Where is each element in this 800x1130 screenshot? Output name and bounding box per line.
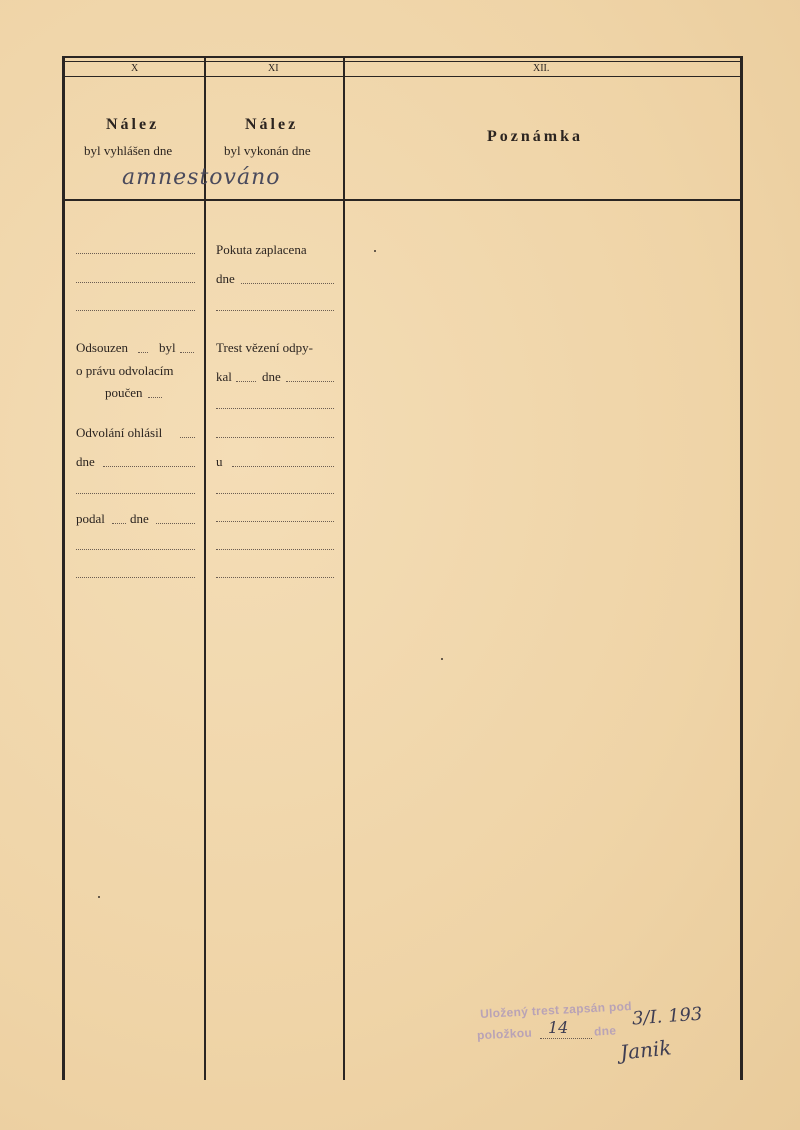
paper-speck — [98, 896, 100, 898]
stamp-line-1: Uložený trest zapsán pod — [479, 999, 633, 1021]
xi-dne1-label: dne — [216, 271, 235, 286]
x-podal-label: podal — [76, 511, 105, 526]
handwritten-amnestovano: amnestováno — [122, 165, 281, 190]
frame-left — [62, 56, 65, 1080]
xi-u-label: u — [216, 454, 223, 469]
x-blank-line-6 — [76, 577, 195, 578]
col-divider-2 — [343, 56, 345, 1080]
x-dne2-blank — [156, 523, 195, 524]
x-byl-label: byl — [159, 340, 176, 355]
col-xi-number: XI — [268, 63, 279, 74]
x-odvolani-blank — [180, 437, 195, 438]
xi-blank-line-4 — [216, 493, 334, 494]
col-divider-1 — [204, 56, 206, 1080]
xi-dne1-blank — [241, 283, 334, 284]
paper-speck — [441, 658, 443, 660]
xi-dne2-label: dne — [262, 369, 281, 384]
x-odsouzen-label: Odsouzen — [76, 340, 128, 355]
xi-blank-line-5 — [216, 521, 334, 522]
x-poucen-blank — [148, 397, 162, 398]
xi-blank-line-6 — [216, 549, 334, 550]
xi-pokuta-label: Pokuta zaplacena — [216, 242, 307, 257]
x-podal-blank — [112, 523, 126, 524]
x-blank-line-3 — [76, 310, 195, 311]
stamp-signature: Janik — [618, 1035, 673, 1065]
stamp-date-value: 3/I. 193 — [631, 1003, 704, 1030]
xi-trest-label: Trest vězení odpy- — [216, 340, 314, 355]
xi-blank-line-3 — [216, 437, 334, 438]
xi-dne2-blank — [286, 381, 334, 382]
x-odsouzen-blank — [138, 352, 148, 353]
frame-top-inner — [62, 61, 742, 62]
col-xi-subtitle: byl vykonán dne — [224, 143, 311, 158]
col-x-title: Nález — [106, 116, 160, 133]
xi-kal-blank — [236, 381, 256, 382]
stamp-polozka-value: 14 — [548, 1018, 569, 1037]
stamp-dne-label: dne — [593, 1023, 617, 1039]
xi-blank-line-2 — [216, 408, 334, 409]
xi-blank-line-1 — [216, 310, 334, 311]
x-dne1-blank — [103, 466, 195, 467]
x-blank-line-2 — [76, 282, 195, 283]
col-x-number: X — [131, 63, 139, 74]
col-x-subtitle: byl vyhlášen dne — [84, 143, 173, 158]
header-bottom-divider — [62, 199, 742, 201]
x-blank-line-4 — [76, 493, 195, 494]
col-xii-number: XII. — [533, 63, 550, 74]
x-o-pravu-label: o právu odvolacím — [76, 363, 174, 378]
x-odvolani-label: Odvolání ohlásil — [76, 425, 163, 440]
col-xii-title: Poznámka — [487, 128, 583, 145]
stamp-prefix: položkou — [476, 1025, 533, 1043]
col-xi-title: Nález — [245, 116, 299, 133]
header-number-divider — [62, 76, 742, 77]
xi-kal-label: kal — [216, 369, 232, 384]
x-dne1-label: dne — [76, 454, 95, 469]
frame-right — [740, 56, 743, 1080]
xi-blank-line-7 — [216, 577, 334, 578]
x-poucen-label: poučen — [105, 385, 143, 400]
paper-speck — [374, 250, 376, 252]
x-blank-line-1 — [76, 253, 195, 254]
xi-u-blank — [232, 466, 334, 467]
frame-top — [62, 56, 742, 58]
stamp-polozka-line — [540, 1038, 592, 1039]
x-blank-line-5 — [76, 549, 195, 550]
x-byl-blank — [180, 352, 194, 353]
x-dne2-label: dne — [130, 511, 149, 526]
